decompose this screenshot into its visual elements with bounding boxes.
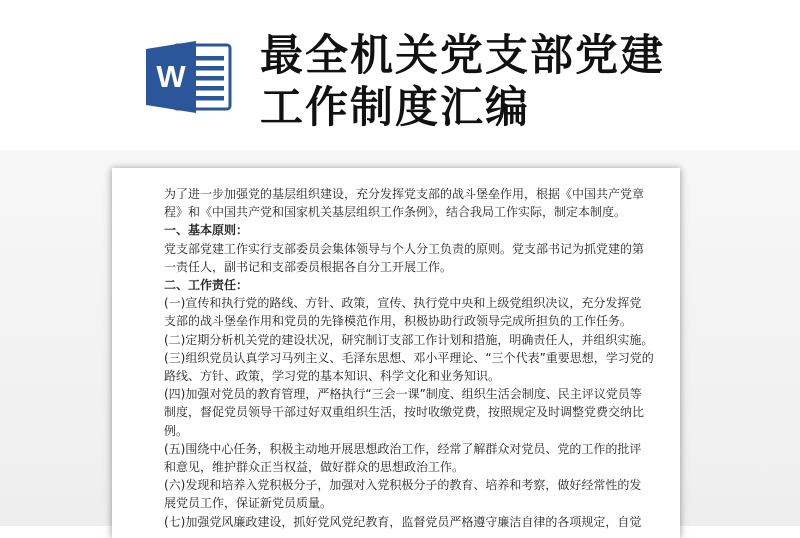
title-line-1: 最全机关党支部党建: [260, 31, 665, 81]
body-line: (七)加强党风廉政建设，抓好党风党纪教育，监督党员严格遵守廉洁自律的各项规定，自觉: [164, 514, 642, 529]
body-line: 制度，督促党员领导干部过好双重组织生活，按时收缴党费，按照规定及时调整党费交纳比: [164, 405, 645, 420]
document-page: [112, 168, 680, 538]
body-line: (四)加强对党员的教育管理，严格执行“三会一课”制度、组织生活会制度、民主评议党员等: [164, 387, 642, 402]
body-line: 展党员工作，保证新党员质量。: [164, 496, 333, 511]
header: [0, 0, 800, 160]
section-heading-work-responsibilities: 二、工作责任：: [164, 278, 249, 293]
word-icon-letter: W: [156, 59, 186, 94]
body-line: 路线、方针、政策，学习党的基本知识、科学文化和业务知识。: [164, 369, 501, 384]
body-line: 程》和《中国共产党和国家机关基层组织工作条例》，结合我局工作实际，制定本制度。: [164, 205, 627, 220]
body-line: 和意见，维护群众正当权益，做好群众的思想政治工作。: [164, 460, 465, 475]
body-line: 党支部党建工作实行支部委员会集体领导与个人分工负责的原则。党支部书记为抓党建的第: [164, 241, 645, 256]
body-line: 例。: [164, 423, 189, 438]
body-line: 为了进一步加强党的基层组织建设，充分发挥党支部的战斗堡垒作用，根据《中国共产党章: [164, 187, 645, 201]
body-line: (三)组织党员认真学习马列主义、毛泽东思想、邓小平理论、“三个代表”重要思想，学习党的: [164, 350, 654, 365]
body-line: (六)发现和培养入党积极分子，加强对入党积极分子的教育、培养和考察，做好经常性的发: [164, 478, 642, 493]
body-line: 一责任人，副书记和支部委员根据各自分工开展工作。: [164, 259, 453, 274]
title-line-2: 工作制度汇编: [260, 83, 530, 133]
document-body: [164, 185, 654, 531]
document-title: [260, 30, 665, 134]
microsoft-word-icon: [144, 39, 234, 115]
body-line: (一)宣传和执行党的路线、方针、政策，宣传、执行党中央和上级党组织决议，充分发挥党: [164, 296, 642, 311]
body-line: 支部的战斗堡垒作用和党员的先锋模范作用，积极协助行政领导完成所担负的工作任务。: [164, 314, 633, 329]
body-line: (五)围绕中心任务，积极主动地开展思想政治工作，经常了解群众对党员、党的工作的批评: [164, 441, 642, 456]
section-heading-basic-principles: 一、基本原则：: [164, 223, 249, 238]
body-line: (二)定期分析机关党的建设状况，研究制订支部工作计划和措施，明确责任人，并组织实施。: [164, 332, 654, 347]
